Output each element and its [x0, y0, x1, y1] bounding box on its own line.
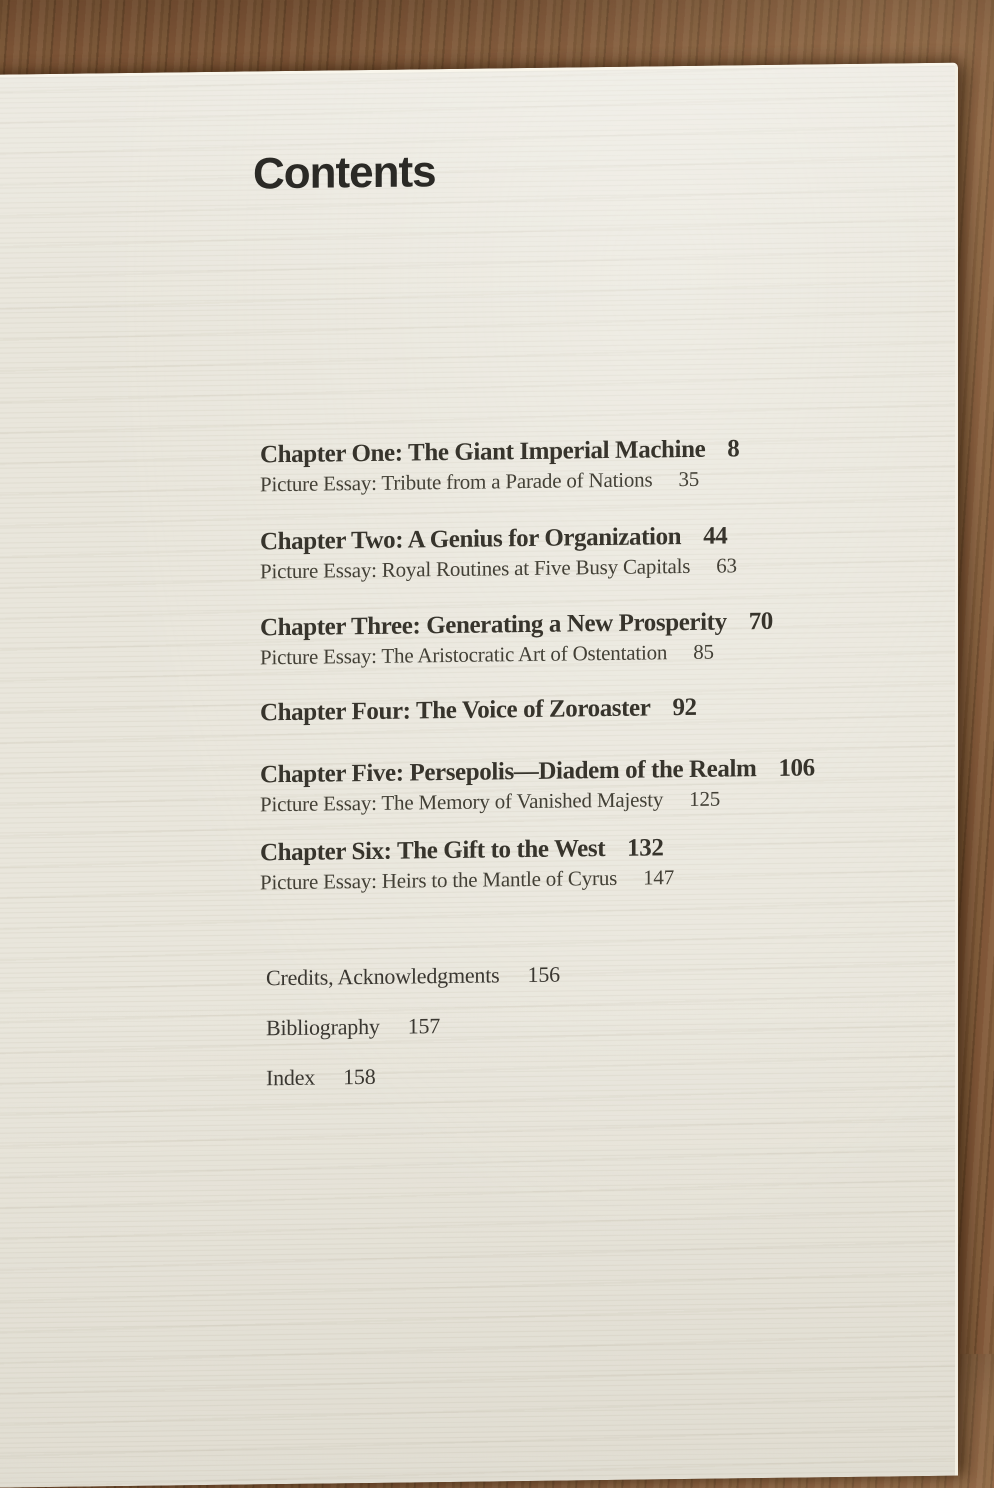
essay-page-number: 85 — [693, 639, 714, 664]
chapter-page-number: 132 — [627, 834, 664, 862]
picture-essay-title: Picture Essay: Tribute from a Parade of Nations — [260, 467, 653, 497]
picture-essay-title: Picture Essay: Royal Routines at Five Busy Capitals — [260, 553, 691, 584]
back-matter-row — [266, 1064, 376, 1091]
chapter-title: Chapter Four: The Voice of Zoroaster — [260, 694, 651, 727]
chapter-page-number: 70 — [748, 607, 773, 636]
chapter-page-number: 44 — [703, 522, 728, 550]
toc-entry — [260, 607, 773, 670]
picture-essay-title: Picture Essay: Heirs to the Mantle of Cyrus — [260, 865, 618, 895]
chapter-page-number: 106 — [778, 754, 815, 782]
back-matter-page-number: 157 — [407, 1013, 441, 1039]
back-matter-row — [266, 962, 560, 992]
book-page — [0, 63, 958, 1488]
essay-page-number: 63 — [716, 553, 737, 578]
picture-essay-line — [260, 638, 773, 670]
chapter-title: Chapter Two: A Genius for Organization — [260, 523, 682, 556]
back-matter-label: Credits, Acknowledgments — [266, 962, 500, 991]
page-title: Contents — [253, 147, 436, 199]
chapter-title: Chapter Six: The Gift to the West — [260, 835, 606, 867]
chapter-title: Chapter Three: Generating a New Prosperity — [260, 608, 727, 642]
back-matter-page-number: 158 — [343, 1063, 376, 1090]
chapter-title-line — [260, 833, 674, 868]
chapter-page-number: 8 — [727, 435, 740, 463]
chapter-title: Chapter One: The Giant Imperial Machine — [260, 435, 706, 469]
picture-essay-line — [260, 465, 739, 497]
picture-essay-line — [260, 784, 815, 817]
toc-entry — [260, 833, 674, 895]
chapter-page-number: 92 — [672, 693, 697, 722]
toc-entry — [260, 521, 737, 584]
toc-entry — [260, 434, 739, 497]
toc-entry — [260, 753, 815, 817]
picture-essay-title: Picture Essay: The Memory of Vanished Majesty — [260, 787, 664, 817]
back-matter-label: Bibliography — [266, 1013, 380, 1041]
back-matter-row — [266, 1013, 440, 1041]
picture-essay-title: Picture Essay: The Aristocratic Art of Ostentation — [260, 640, 668, 670]
toc-entry — [260, 693, 697, 728]
chapter-title: Chapter Five: Persepolis—Diadem of the Realm — [260, 755, 757, 789]
chapter-title-line — [260, 434, 739, 470]
back-matter-label: Index — [266, 1064, 316, 1091]
essay-page-number: 35 — [678, 466, 700, 492]
chapter-title-line — [260, 521, 737, 557]
chapter-title-line — [260, 693, 697, 728]
back-matter-page-number: 156 — [527, 961, 560, 987]
picture-essay-line — [260, 864, 674, 895]
essay-page-number: 147 — [643, 865, 674, 890]
essay-page-number: 125 — [689, 786, 721, 811]
picture-essay-line — [260, 552, 737, 584]
